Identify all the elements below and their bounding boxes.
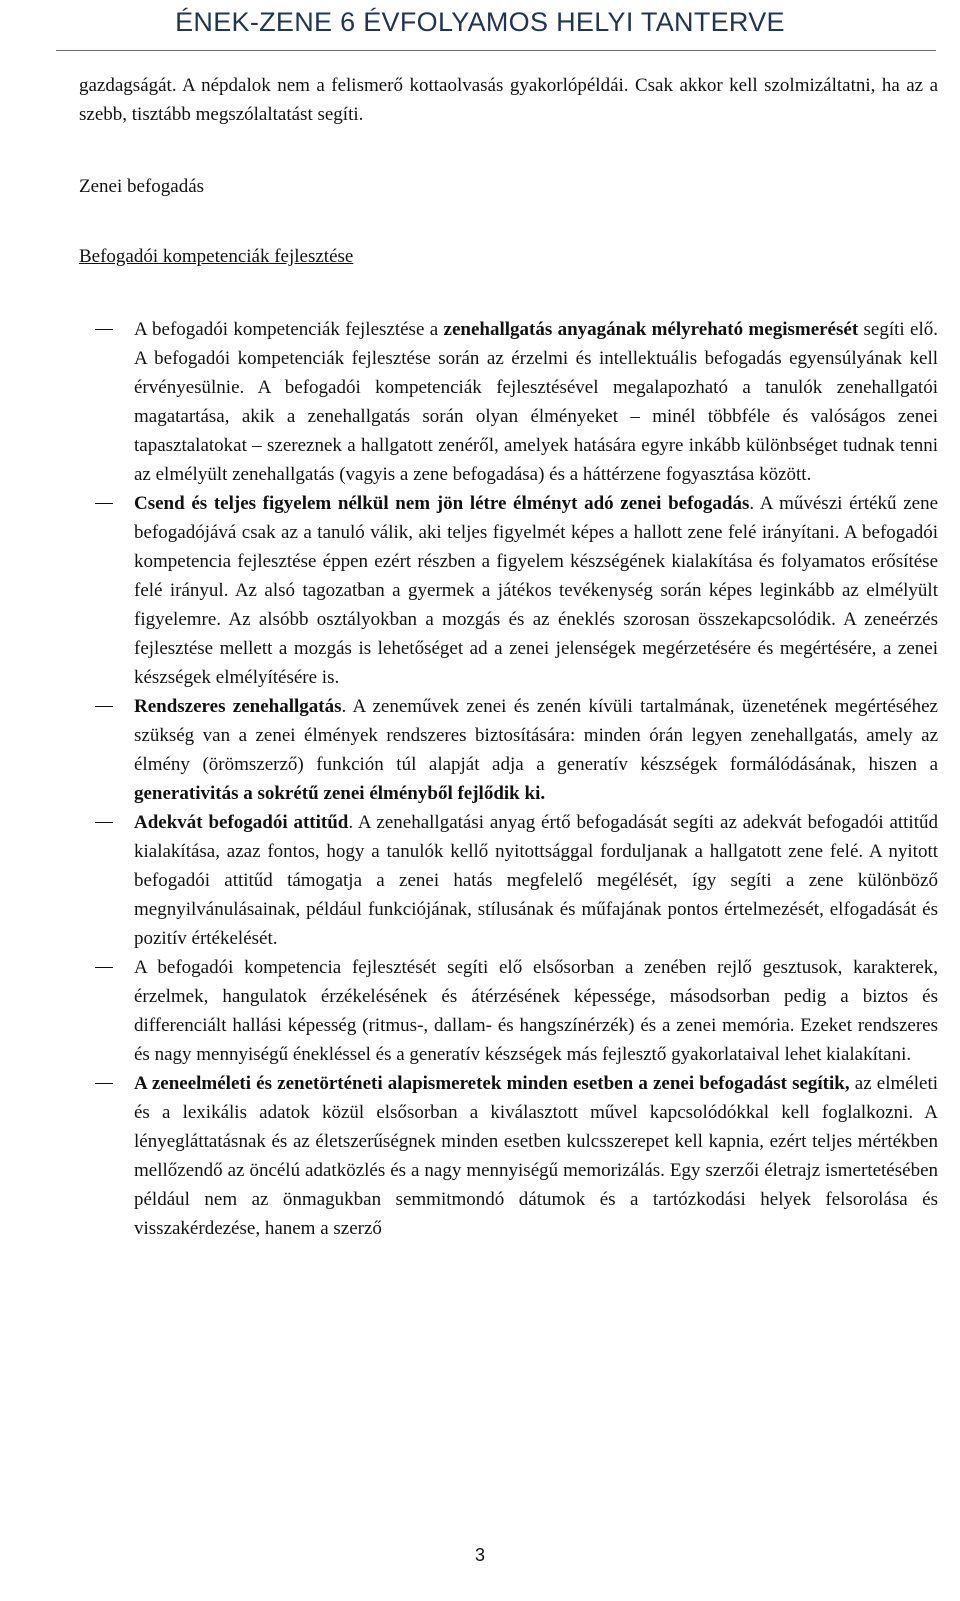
subsection-title: Befogadói kompetenciák fejlesztése <box>79 246 354 267</box>
header-rule <box>56 50 936 51</box>
list-item <box>79 808 938 953</box>
page-number: 3 <box>474 1545 485 1565</box>
item-text: . A zeneművek zenei és zenén kívüli tartalmának, üzenetének megértéséhez szükség van a zenei élmények rendszeres biztosítására: minden órán legyen zenehallgatás, amely az élmény (örömszerző) funkción túl alapját adja a generatív készségek formálódásának, hiszen a <box>134 696 938 775</box>
item-emphasis: Adekvát befogadói attitűd <box>134 812 349 833</box>
page-footer <box>0 1545 960 1566</box>
item-emphasis: generativitás a sokrétű zenei élményből fejlődik ki. <box>134 783 546 804</box>
bullet-list <box>79 315 938 1243</box>
item-emphasis: A zeneelméleti és zenetörténeti alapismeretek minden esetben a zenei befogadást segítik, <box>134 1073 850 1094</box>
list-item <box>79 315 938 489</box>
dash-bullet-icon <box>95 329 113 330</box>
item-text: segíti elő. A befogadói kompetenciák fejlesztése során az érzelmi és intellektuális befogadás egyensúlyának kell érvényesülnie. A befogadói kompetenciák fejlesztésével megalapozható a tanulók zenehallgatói magatartása, akik a zenehallgatás során olyan élményeket – minél többféle és valóságos zenei tapasztalatokat – szereznek a hallgatott zenéről, amelyek hatására egyre inkább különbséget tudnak tenni az elmélyült zenehallgatás (vagyis a zene befogadása) és a háttérzene fogyasztása között. <box>134 319 938 485</box>
item-emphasis: Rendszeres zenehallgatás <box>134 696 342 717</box>
item-text: A befogadói kompetencia fejlesztését segíti elő elsősorban a zenében rejlő gesztusok, karakterek, érzelmek, hangulatok érzékelésének és átérzésének képessége, másodsorban pedig a biztos és differenciált hallási képesség (ritmus-, dallam- és hangszínérzék) és a zenei memória. Ezeket rendszeres és nagy mennyiségű énekléssel és a generatív készségek más fejlesztő gyakorlataival lehet kialakítani. <box>134 957 938 1065</box>
item-text: . A művészi értékű zene befogadójává csak az a tanuló válik, aki teljes figyelmét képes a hallott zene felé irányítani. A befogadói kompetencia fejlesztése éppen ezért részben a figyelem készségének kialakítása és folyamatos erősítése felé irányul. Az alsó tagozatban a gyermek a játékos tevékenység során képes leginkább az elmélyült figyelemre. Az alsóbb osztályokban a mozgás és az éneklés szorosan összekapcsolódik. A zeneérzés fejlesztése mellett a mozgás is lehetőséget ad a zenei jelenségek megérzetésére és megértésére, a zenei készségek elmélyítésére is. <box>134 493 938 688</box>
dash-bullet-icon <box>95 1083 113 1084</box>
section-title: Zenei befogadás <box>79 176 205 197</box>
dash-bullet-icon <box>95 503 113 504</box>
header-title: ÉNEK-ZENE 6 ÉVFOLYAMOS HELYI TANTERVE <box>175 7 785 37</box>
dash-bullet-icon <box>95 706 113 707</box>
main-content <box>79 71 938 1243</box>
item-emphasis: zenehallgatás anyagának mélyreható megismerését <box>443 319 859 340</box>
running-header <box>0 0 960 50</box>
list-item <box>79 953 938 1069</box>
list-item <box>79 1069 938 1243</box>
item-text: A befogadói kompetenciák fejlesztése a <box>134 319 444 340</box>
dash-bullet-icon <box>95 822 113 823</box>
item-text: az elméleti és a lexikális adatok közül elsősorban a kiválasztott művel kapcsolódókkal kell foglalkozni. A lényegláttatásnak és az életszerűségnek minden esetben kulcsszerepet kell kapnia, ezért teljes mértékben mellőzendő az öncélú adatközlés és a nagy mennyiségű memorizálás. Egy szerzői életrajz ismertetésében például nem az önmagukban semmitmondó dátumok és a tartózkodási helyek felsorolása és visszakérdezése, hanem a szerző <box>134 1073 938 1239</box>
list-item <box>79 692 938 808</box>
dash-bullet-icon <box>95 967 113 968</box>
item-text: . A zenehallgatási anyag értő befogadását segíti az adekvát befogadói attitűd kialakítása, azaz fontos, hogy a tanulók kellő nyitottsággal forduljanak a hallgatott zene felé. A nyitott befogadói attitűd támogatja a zenei hatás megfelelő megélését, így segíti a zene különböző megnyilvánulásainak, például funkciójának, stílusának és műfajának pontos értelmezését, elfogadását és pozitív értékelését. <box>134 812 938 949</box>
intro-paragraph: gazdagságát. A népdalok nem a felismerő kottaolvasás gyakorlópéldái. Csak akkor kell szolmizáltatni, ha az a szebb, tisztább megszólaltatást segíti. <box>79 75 938 125</box>
item-emphasis: Csend és teljes figyelem nélkül nem jön létre élményt adó zenei befogadás <box>134 493 750 514</box>
list-item <box>79 489 938 692</box>
